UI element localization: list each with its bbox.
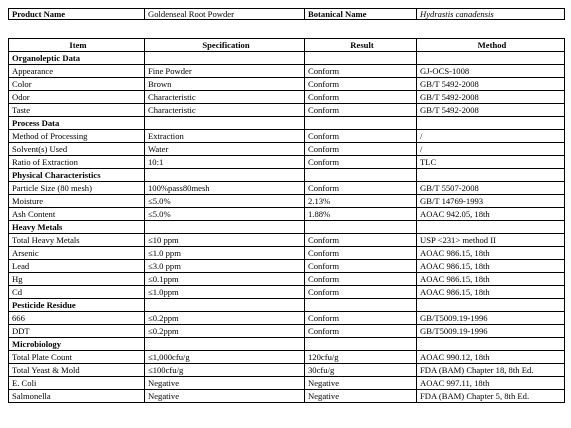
section-empty-cell	[417, 299, 565, 312]
section-row-heavy-metals	[9, 221, 565, 234]
section-title: Process Data	[9, 117, 145, 130]
section-empty-cell	[417, 52, 565, 65]
product-header-row	[9, 9, 565, 20]
cell-specification: ≤0.1ppm	[145, 273, 305, 286]
section-title: Organoleptic Data	[9, 52, 145, 65]
table-row	[9, 260, 565, 273]
cell-specification: Fine Powder	[145, 65, 305, 78]
section-empty-cell	[145, 52, 305, 65]
cell-result: 2.13%	[305, 195, 417, 208]
cell-item: Particle Size (80 mesh)	[9, 182, 145, 195]
section-title: Physical Characteristics	[9, 169, 145, 182]
cell-specification: Negative	[145, 390, 305, 403]
cell-result: 120cfu/g	[305, 351, 417, 364]
section-row-microbiology	[9, 338, 565, 351]
cell-method: FDA (BAM) Chapter 18, 8th Ed.	[417, 364, 565, 377]
section-empty-cell	[145, 117, 305, 130]
column-header-row	[9, 39, 565, 52]
table-row	[9, 312, 565, 325]
cell-specification: ≤10 ppm	[145, 234, 305, 247]
cell-method: AOAC 986.15, 18th	[417, 273, 565, 286]
cell-specification: Water	[145, 143, 305, 156]
cell-result: Conform	[305, 182, 417, 195]
cell-method: AOAC 997.11, 18th	[417, 377, 565, 390]
table-row	[9, 273, 565, 286]
cell-item: Color	[9, 78, 145, 91]
cell-item: DDT	[9, 325, 145, 338]
cell-result: Conform	[305, 286, 417, 299]
section-empty-cell	[417, 338, 565, 351]
botanical-name-label: Botanical Name	[305, 9, 417, 20]
cell-item: Ash Content	[9, 208, 145, 221]
cell-result: Conform	[305, 234, 417, 247]
table-row	[9, 390, 565, 403]
section-empty-cell	[305, 117, 417, 130]
cell-result: Conform	[305, 325, 417, 338]
cell-method: AOAC 986.15, 18th	[417, 247, 565, 260]
product-name-label: Product Name	[9, 9, 145, 20]
section-title: Microbiology	[9, 338, 145, 351]
cell-method: FDA (BAM) Chapter 5, 8th Ed.	[417, 390, 565, 403]
cell-result: Conform	[305, 143, 417, 156]
table-row	[9, 91, 565, 104]
botanical-name-value: Hydrastis canadensis	[417, 9, 565, 20]
cell-result: Conform	[305, 78, 417, 91]
cell-result: Conform	[305, 104, 417, 117]
cell-method: AOAC 942.05, 18th	[417, 208, 565, 221]
cell-method: GB/T5009.19-1996	[417, 312, 565, 325]
cell-specification: ≤5.0%	[145, 195, 305, 208]
cell-method: GB/T 5507-2008	[417, 182, 565, 195]
cell-result: Conform	[305, 91, 417, 104]
cell-result: Negative	[305, 377, 417, 390]
table-row	[9, 325, 565, 338]
section-row-pesticide-residue	[9, 299, 565, 312]
section-empty-cell	[305, 299, 417, 312]
cell-specification: ≤1.0 ppm	[145, 247, 305, 260]
table-row	[9, 247, 565, 260]
cell-item: Cd	[9, 286, 145, 299]
cell-specification: Characteristic	[145, 91, 305, 104]
section-empty-cell	[145, 169, 305, 182]
cell-item: 666	[9, 312, 145, 325]
cell-specification: ≤0.2ppm	[145, 325, 305, 338]
cell-method: TLC	[417, 156, 565, 169]
product-header-table	[8, 8, 565, 20]
cell-method: USP <231> method II	[417, 234, 565, 247]
table-row	[9, 286, 565, 299]
cell-item: Odor	[9, 91, 145, 104]
cell-method: AOAC 986.15, 18th	[417, 260, 565, 273]
cell-specification: ≤1.0ppm	[145, 286, 305, 299]
cell-result: Conform	[305, 312, 417, 325]
specification-table	[8, 38, 565, 403]
table-row	[9, 364, 565, 377]
cell-method: GB/T 14769-1993	[417, 195, 565, 208]
section-row-physical-characteristics	[9, 169, 565, 182]
column-header-method: Method	[417, 39, 565, 52]
cell-item: Hg	[9, 273, 145, 286]
section-empty-cell	[145, 338, 305, 351]
section-title: Pesticide Residue	[9, 299, 145, 312]
column-header-item: Item	[9, 39, 145, 52]
table-row	[9, 143, 565, 156]
cell-item: Method of Processing	[9, 130, 145, 143]
cell-item: Taste	[9, 104, 145, 117]
cell-result: Conform	[305, 273, 417, 286]
cell-method: /	[417, 143, 565, 156]
cell-item: Solvent(s) Used	[9, 143, 145, 156]
cell-result: Conform	[305, 247, 417, 260]
cell-specification: ≤3.0 ppm	[145, 260, 305, 273]
cell-specification: ≤5.0%	[145, 208, 305, 221]
cell-result: Conform	[305, 65, 417, 78]
cell-item: Total Yeast & Mold	[9, 364, 145, 377]
cell-specification: 10:1	[145, 156, 305, 169]
cell-result: Negative	[305, 390, 417, 403]
cell-result: 1.88%	[305, 208, 417, 221]
cell-item: Salmonella	[9, 390, 145, 403]
table-row	[9, 104, 565, 117]
cell-method: GJ-OCS-1008	[417, 65, 565, 78]
section-empty-cell	[305, 221, 417, 234]
table-row	[9, 78, 565, 91]
table-row	[9, 130, 565, 143]
cell-method: GB/T 5492-2008	[417, 91, 565, 104]
cell-item: Total Plate Count	[9, 351, 145, 364]
table-row	[9, 156, 565, 169]
column-header-specification: Specification	[145, 39, 305, 52]
section-title: Heavy Metals	[9, 221, 145, 234]
cell-specification: ≤0.2ppm	[145, 312, 305, 325]
table-row	[9, 377, 565, 390]
section-empty-cell	[145, 299, 305, 312]
cell-item: E. Coli	[9, 377, 145, 390]
specification-body	[9, 52, 565, 403]
table-row	[9, 65, 565, 78]
column-header-result: Result	[305, 39, 417, 52]
section-empty-cell	[305, 338, 417, 351]
cell-specification: Characteristic	[145, 104, 305, 117]
cell-result: Conform	[305, 260, 417, 273]
product-name-value: Goldenseal Root Powder	[145, 9, 305, 20]
section-empty-cell	[417, 117, 565, 130]
cell-result: Conform	[305, 156, 417, 169]
cell-result: 30cfu/g	[305, 364, 417, 377]
cell-item: Arsenic	[9, 247, 145, 260]
section-empty-cell	[417, 221, 565, 234]
section-empty-cell	[145, 221, 305, 234]
cell-item: Lead	[9, 260, 145, 273]
cell-method: /	[417, 130, 565, 143]
section-empty-cell	[417, 169, 565, 182]
cell-method: AOAC 990.12, 18th	[417, 351, 565, 364]
cell-item: Total Heavy Metals	[9, 234, 145, 247]
cell-method: GB/T 5492-2008	[417, 78, 565, 91]
table-row	[9, 182, 565, 195]
section-row-process-data	[9, 117, 565, 130]
section-row-organoleptic-data	[9, 52, 565, 65]
cell-specification: Brown	[145, 78, 305, 91]
cell-specification: Negative	[145, 377, 305, 390]
table-row	[9, 351, 565, 364]
cell-specification: ≤1,000cfu/g	[145, 351, 305, 364]
cell-specification: Extraction	[145, 130, 305, 143]
section-empty-cell	[305, 169, 417, 182]
cell-method: GB/T5009.19-1996	[417, 325, 565, 338]
section-empty-cell	[305, 52, 417, 65]
cell-specification: 100%pass80mesh	[145, 182, 305, 195]
table-row	[9, 234, 565, 247]
cell-item: Ratio of Extraction	[9, 156, 145, 169]
cell-specification: ≤100cfu/g	[145, 364, 305, 377]
cell-item: Appearance	[9, 65, 145, 78]
cell-item: Moisture	[9, 195, 145, 208]
cell-method: GB/T 5492-2008	[417, 104, 565, 117]
cell-method: AOAC 986.15, 18th	[417, 286, 565, 299]
table-row	[9, 208, 565, 221]
cell-result: Conform	[305, 130, 417, 143]
table-row	[9, 195, 565, 208]
